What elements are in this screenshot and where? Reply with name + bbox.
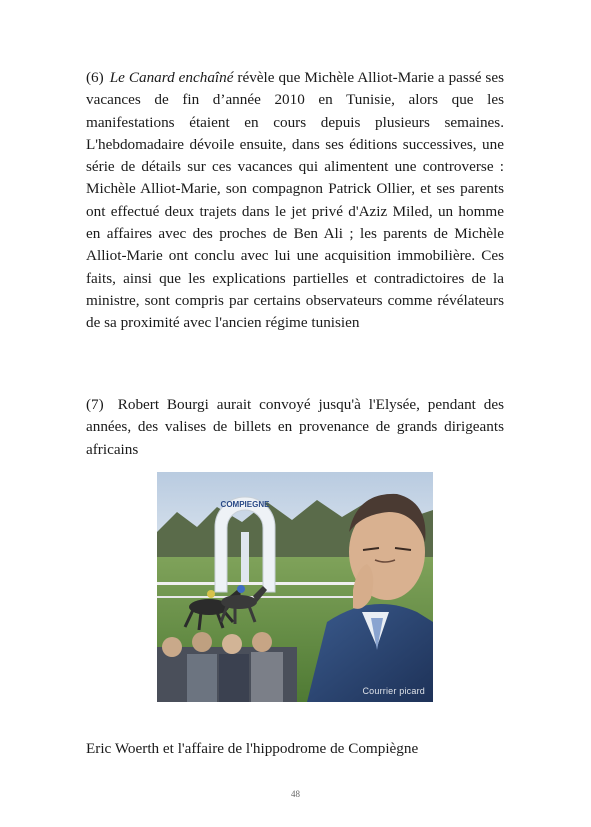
footnote-paragraph-6 <box>86 67 504 335</box>
article-photo <box>157 472 433 702</box>
photo-caption: Eric Woerth et l'affaire de l'hippodrome de Compiègne <box>86 740 419 757</box>
footnote-paragraph-7 <box>86 394 504 461</box>
footnote-number: (6) <box>86 69 104 86</box>
sign-text: COMPIEGNE <box>220 500 270 509</box>
page-number: 48 <box>291 789 300 799</box>
footnote-text: Robert Bourgi aurait convoyé jusqu'à l'Elysée, pendant des années, des valises de billets en provenance de grands dirigeants africains <box>86 396 504 458</box>
photo-illustration <box>157 472 433 702</box>
photo-watermark: Courrier picard <box>362 686 425 696</box>
newspaper-title: Le Canard enchaîné <box>109 69 234 86</box>
footnote-number: (7) <box>86 396 104 413</box>
footnote-text: révèle que Michèle Alliot-Marie a passé ses vacances de fin d’année 2010 en Tunisie, alors que les manifestations étaient en cours depuis plusieurs semaines. L'hebdomadaire dévoile ensuite, dans ses éditions successives, une série de détails sur ces vacances qui alimentent une controverse : Michèle Alliot-Marie, son compagnon Patrick Ollier, et ses parents ont effectué deux trajets dans le jet privé d'Aziz Miled, un homme en affaires avec des proches de Ben Ali ; les parents de Michèle Alliot-Marie ont conclu avec lui une acquisition immobilière. Ces faits, ainsi que les explications partielles et contradictoires de la ministre, sont compris par certains observateurs comme révélateurs de sa proximité avec l'ancien régime tunisien <box>86 69 504 332</box>
